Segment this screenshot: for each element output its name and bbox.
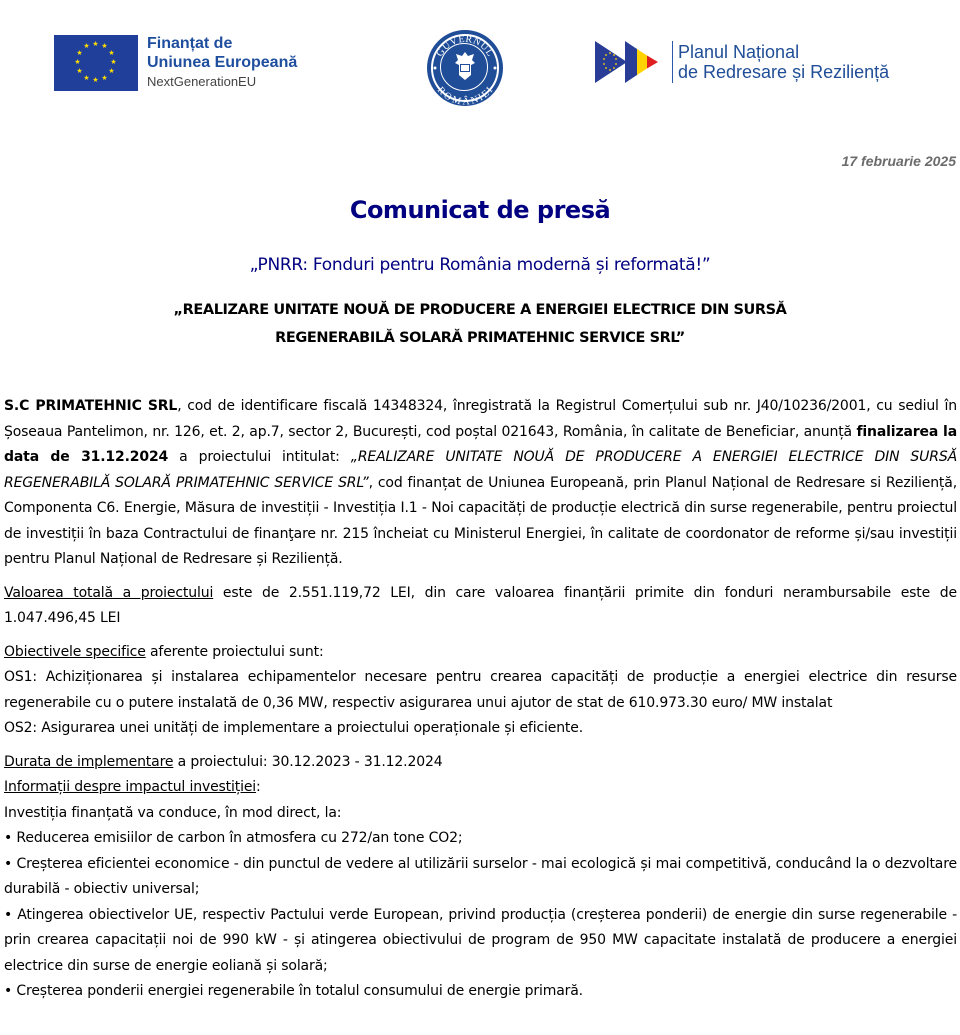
romanian-government-seal-icon xyxy=(427,30,503,106)
impact-label: Informații despre impactul investiției xyxy=(4,779,257,795)
company-name: S.C PRIMATEHNIC SRL xyxy=(4,398,178,414)
objective-item: OS1: Achiziționarea și instalarea echipamentelor necesare pentru crearea capacități de producție a energiei electrice din resurse regenerabile cu o putere instalată de 0,36 MW, respectiv asigurarea unui ajutor de stat de 610.973.30 euro/ MW instalat xyxy=(4,669,957,711)
project-title xyxy=(0,296,960,352)
impact-heading: Informații despre impactul investiției: xyxy=(4,779,261,795)
impact-item: • Reducerea emisiilor de carbon în atmosfera cu 272/an tone CO2; xyxy=(4,830,463,846)
project-title-line2: REGENERABILĂ SOLARĂ PRIMATEHNIC SERVICE SRL” xyxy=(275,330,685,346)
logo-header xyxy=(0,0,960,120)
project-name: „REALIZARE UNITATE NOUĂ DE PRODUCERE A ENERGIEI ELECTRICE DIN SURSĂ REGENERABILĂ SOLARĂ PRIMATEHNIC SERVICE SRL” xyxy=(4,449,957,491)
duration-paragraph: Durata de implementare a proiectului: 30.12.2023 - 31.12.2024 xyxy=(4,753,443,770)
pnrr-logo xyxy=(595,41,889,83)
pnrr-divider xyxy=(672,41,673,83)
objective-item: OS2: Asigurarea unei unități de implementare a proiectului operaționale și eficiente. xyxy=(4,720,584,736)
eu-logo-line1: Finanțat de xyxy=(147,35,233,52)
release-date: 17 februarie 2025 xyxy=(841,153,956,169)
project-title-line1: „REALIZARE UNITATE NOUĂ DE PRODUCERE A ENERGIEI ELECTRICE DIN SURSĂ xyxy=(173,302,787,318)
completion-date: finalizarea la data de 31.12.2024 xyxy=(4,423,957,465)
eu-flag-icon: ★ ★ ★ ★ ★ ★ ★ ★ ★ ★ ★ ★ xyxy=(54,35,138,91)
intro-paragraph: S.C PRIMATEHNIC SRL, cod de identificare fiscală 14348324, înregistrată la Registrul Comerțului sub nr. J40/10236/2001, cu sediul în Șoseaua Pantelimon, nr. 126, et. 2, ap.7, sector 2, București, cod poștal 021643, România, în calitate de Beneficiar, anunță finalizarea la data de 31.12.2024 a proiectului intitulat: „REALIZARE UNITATE NOUĂ DE PRODUCERE A ENERGIEI ELECTRICE DIN SURSĂ REGENERABILĂ SOLARĂ PRIMATEHNIC SERVICE SRL”, cod finanțat de Uniunea Europeană, prin Planul Național de Redresare si Reziliență, Componenta C6. Energie, Măsura de investiții - Investiția I.1 - Noi capacități de producție electrică din surse regenerabile, pentru proiectul de investiții în baza Contractului de finanţare nr. 215 încheiat cu Ministerul Energiei, în calitate de coordonator de reforme și/sau investiții pentru Planul Național de Redresare și Reziliență. xyxy=(4,398,958,567)
value-paragraph: Valoarea totală a proiectului este de 2.551.119,72 LEI, din care valoarea finanțării primite din fonduri nerambursabile este de 1.047.496,45 LEI xyxy=(4,584,957,626)
eu-logo-line3: NextGenerationEU xyxy=(147,74,257,89)
pnrr-logo-line2: de Redresare și Reziliență xyxy=(678,62,890,82)
svg-text:ROMÂNIEI: ROMÂNIEI xyxy=(434,84,496,106)
pnrr-arrows-icon xyxy=(595,41,667,83)
objectives-label: Obiectivele specifice xyxy=(4,643,146,660)
page-title: Comunicat de presă xyxy=(349,196,611,224)
objectives-heading: Obiectivele specifice aferente proiectului sunt: xyxy=(4,643,324,660)
eu-logo-line2: Uniunea Europeană xyxy=(147,54,298,71)
svg-text:GUVERNUL: GUVERNUL xyxy=(434,33,496,59)
page-subtitle: „PNRR: Fonduri pentru România modernă și reformată!” xyxy=(249,255,711,275)
impact-item: • Atingerea obiectivelor UE, respectiv Pactului verde European, privind producția (creșterea ponderii) de energie din surse regenerabile - prin crearea capacitații noi de 990 kW - și atingerea obiectivului de program de 950 MW capacitate instalată de producere a energiei electrice din surse de energie eoliană și solară; xyxy=(4,906,957,974)
duration-label: Durata de implementare xyxy=(4,753,174,770)
impact-item: • Creșterea eficientei economice - din punctul de vedere al utilizării surselor - mai ecologică și mai competitivă, conducând la o dezvoltare durabilă - obiectiv universal; xyxy=(4,855,957,897)
impact-item: • Creșterea ponderii energiei regenerabile în totalul consumului de energie primară. xyxy=(4,983,583,999)
eu-funding-logo xyxy=(54,35,297,91)
document-body xyxy=(4,394,957,1005)
impact-intro: Investiția finanțată va conduce, în mod direct, la: xyxy=(4,804,342,821)
value-label: Valoarea totală a proiectului xyxy=(4,584,214,601)
pnrr-logo-line1: Planul Național xyxy=(678,42,800,62)
